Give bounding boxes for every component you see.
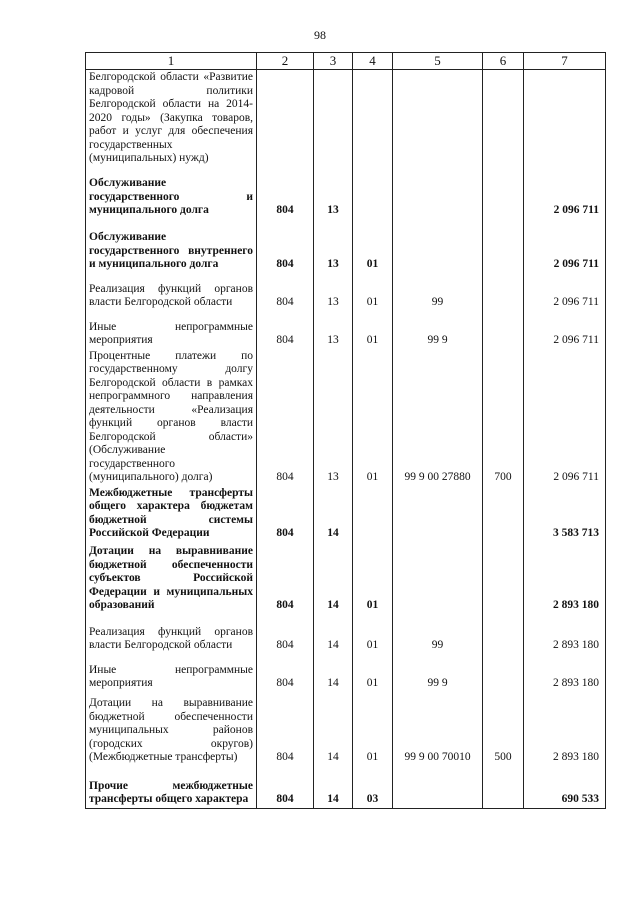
cell-c3: 13 xyxy=(314,349,353,486)
cell-c4 xyxy=(353,70,393,167)
cell-c2: 804 xyxy=(257,273,314,311)
cell-name: Белгородской области «Развитие кадровой политики Белгородской области на 2014-2020 годы» (Закупка товаров, работ и услуг для обеспечения государственных (муниципальных) нужд) xyxy=(86,70,257,167)
cell-c2: 804 xyxy=(257,349,314,486)
cell-c3: 14 xyxy=(314,766,353,809)
cell-c4: 01 xyxy=(353,349,393,486)
table-row xyxy=(86,70,606,167)
cell-c6: 700 xyxy=(483,349,524,486)
cell-c2: 804 xyxy=(257,654,314,692)
header-col-1: 1 xyxy=(86,53,257,70)
cell-c7: 690 533 xyxy=(524,766,606,809)
cell-name: Дотации на выравнивание бюджетной обеспеченности муниципальных районов (городских округов) (Межбюджетные трансферты) xyxy=(86,692,257,766)
cell-c5: 99 xyxy=(393,273,483,311)
cell-c2: 804 xyxy=(257,692,314,766)
cell-name: Прочие межбюджетные трансферты общего характера xyxy=(86,766,257,809)
cell-c7: 2 893 180 xyxy=(524,654,606,692)
cell-c2: 804 xyxy=(257,542,314,614)
cell-c5 xyxy=(393,766,483,809)
cell-c3 xyxy=(314,70,353,167)
table-row xyxy=(86,692,606,766)
cell-c2: 804 xyxy=(257,219,314,273)
cell-c7: 2 096 711 xyxy=(524,311,606,349)
cell-c7: 2 096 711 xyxy=(524,167,606,219)
cell-name: Процентные платежи по государственному долгу Белгородской области в рамках непрограммного направления деятельности «Реализация функций органов власти Белгородской области» (Обслуживание государственного (муниципального) долга) xyxy=(86,349,257,486)
header-col-4: 4 xyxy=(353,53,393,70)
cell-c7: 2 096 711 xyxy=(524,219,606,273)
cell-c7: 3 583 713 xyxy=(524,486,606,542)
header-col-7: 7 xyxy=(524,53,606,70)
header-col-2: 2 xyxy=(257,53,314,70)
table-row xyxy=(86,486,606,542)
cell-name: Межбюджетные трансферты общего характера бюджетам бюджетной системы Российской Федерации xyxy=(86,486,257,542)
cell-c2: 804 xyxy=(257,766,314,809)
cell-c3: 14 xyxy=(314,614,353,654)
cell-name: Иные непрограммные мероприятия xyxy=(86,654,257,692)
header-col-6: 6 xyxy=(483,53,524,70)
cell-c2 xyxy=(257,70,314,167)
cell-name: Обслуживание государственного внутреннего и муниципального долга xyxy=(86,219,257,273)
header-col-5: 5 xyxy=(393,53,483,70)
cell-c2: 804 xyxy=(257,614,314,654)
cell-c3: 13 xyxy=(314,273,353,311)
cell-c4: 01 xyxy=(353,692,393,766)
table-row xyxy=(86,219,606,273)
cell-c2: 804 xyxy=(257,486,314,542)
table-row xyxy=(86,766,606,809)
cell-c7: 2 096 711 xyxy=(524,349,606,486)
cell-c4: 03 xyxy=(353,766,393,809)
cell-c7: 2 893 180 xyxy=(524,542,606,614)
cell-c6 xyxy=(483,273,524,311)
cell-c4: 01 xyxy=(353,654,393,692)
cell-name: Иные непрограммные мероприятия xyxy=(86,311,257,349)
cell-c3: 14 xyxy=(314,654,353,692)
table-row xyxy=(86,167,606,219)
budget-table xyxy=(85,52,606,809)
cell-c3: 13 xyxy=(314,167,353,219)
cell-c5 xyxy=(393,219,483,273)
cell-c6: 500 xyxy=(483,692,524,766)
cell-c7: 2 893 180 xyxy=(524,614,606,654)
cell-c5 xyxy=(393,167,483,219)
cell-c5 xyxy=(393,70,483,167)
cell-c6 xyxy=(483,219,524,273)
cell-c5 xyxy=(393,542,483,614)
cell-c5: 99 9 00 27880 xyxy=(393,349,483,486)
cell-c3: 14 xyxy=(314,486,353,542)
cell-c6 xyxy=(483,654,524,692)
cell-c6 xyxy=(483,486,524,542)
cell-c4: 01 xyxy=(353,614,393,654)
table-row xyxy=(86,654,606,692)
table-row xyxy=(86,273,606,311)
cell-c6 xyxy=(483,70,524,167)
cell-name: Реализация функций органов власти Белгородской области xyxy=(86,273,257,311)
cell-c7: 2 096 711 xyxy=(524,273,606,311)
cell-c3: 14 xyxy=(314,692,353,766)
cell-c5: 99 9 00 70010 xyxy=(393,692,483,766)
cell-c3: 13 xyxy=(314,219,353,273)
cell-c3: 14 xyxy=(314,542,353,614)
cell-c6 xyxy=(483,542,524,614)
cell-c6 xyxy=(483,311,524,349)
cell-c5 xyxy=(393,486,483,542)
cell-c4 xyxy=(353,486,393,542)
cell-c4: 01 xyxy=(353,273,393,311)
cell-name: Обслуживание государственного и муниципального долга xyxy=(86,167,257,219)
cell-name: Дотации на выравнивание бюджетной обеспеченности субъектов Российской Федерации и муниципальных образований xyxy=(86,542,257,614)
cell-c4: 01 xyxy=(353,219,393,273)
table-row xyxy=(86,349,606,486)
cell-c2: 804 xyxy=(257,167,314,219)
cell-name: Реализация функций органов власти Белгородской области xyxy=(86,614,257,654)
cell-c6 xyxy=(483,167,524,219)
cell-c5: 99 9 xyxy=(393,311,483,349)
cell-c7: 2 893 180 xyxy=(524,692,606,766)
cell-c5: 99 xyxy=(393,614,483,654)
cell-c6 xyxy=(483,766,524,809)
table-row xyxy=(86,614,606,654)
table-row xyxy=(86,311,606,349)
header-col-3: 3 xyxy=(314,53,353,70)
cell-c4 xyxy=(353,167,393,219)
cell-c7 xyxy=(524,70,606,167)
cell-c2: 804 xyxy=(257,311,314,349)
page-number: 98 xyxy=(314,28,326,42)
header-row xyxy=(86,53,606,70)
cell-c6 xyxy=(483,614,524,654)
cell-c4: 01 xyxy=(353,311,393,349)
table-row xyxy=(86,542,606,614)
cell-c4: 01 xyxy=(353,542,393,614)
cell-c5: 99 9 xyxy=(393,654,483,692)
cell-c3: 13 xyxy=(314,311,353,349)
